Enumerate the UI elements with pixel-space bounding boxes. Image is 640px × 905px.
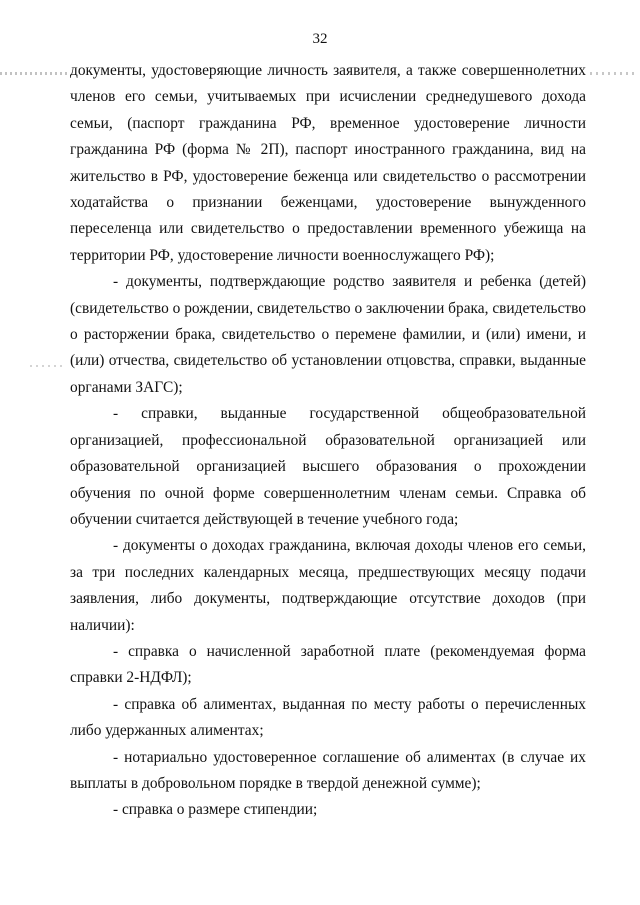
paragraph-salary-certificate: - справка о начисленной заработной плате (рекомендуемая форма справки 2-НДФЛ); — [70, 642, 586, 687]
paragraph-kinship-documents: - документы, подтверждающие родство заявителя и ребенка (детей) (свидетельство о рождении, свидетельство о заключении брака, свидетельство о расторжении брака, свидетельство о перемене фамилии, и (или) имени, и (или) отчества, свидетельство об установлении отцовства, справки, выданные органами ЗАГС); — [70, 273, 586, 396]
paragraph-education-certificates: - справки, выданные государственной общеобразовательной организацией, профессиональной образовательной организацией или образовательной организацией высшего образования о прохождении обучения по очной форме совершеннолетним членам семьи. Справка об обучении считается действующей в течение учебного года; — [70, 405, 586, 528]
paragraph-alimony-certificate: - справка об алиментах, выданная по месту работы о перечисленных либо удержанных алиментах; — [70, 695, 586, 740]
scan-artifact-right — [590, 72, 638, 75]
paragraph-alimony-agreement: - нотариально удостоверенное соглашение об алиментах (в случае их выплаты в добровольном порядке в твердой денежной сумме); — [70, 748, 586, 792]
paragraph-income-documents: - документы о доходах гражданина, включая доходы членов его семьи, за три последних календарных месяца, предшествующих месяцу подачи заявления, либо документы, подтверждающие отсутствие доходов (при наличии): — [70, 537, 586, 634]
document-body — [70, 58, 586, 824]
paragraph-stipend-certificate: - справка о размере стипендии; — [113, 801, 318, 819]
paragraph-identity-documents: документы, удостоверяющие личность заявителя, а также совершеннолетних членов его семьи, учитываемых при исчислении среднедушевого дохода семьи, (паспорт гражданина РФ, временное удостоверение личности гражданина РФ (форма № 2П), паспорт иностранного гражданина, вид на жительство в РФ, удостоверение беженца или свидетельство о рассмотрении ходатайства о признании беженцами, удостоверение вынужденного переселенца или свидетельство о предоставлении временного убежища на территории РФ, удостоверение личности военнослужащего РФ); — [70, 62, 586, 264]
scan-artifact-left — [0, 72, 70, 75]
scan-artifact-margin — [30, 365, 64, 367]
page-number: 32 — [312, 31, 328, 47]
